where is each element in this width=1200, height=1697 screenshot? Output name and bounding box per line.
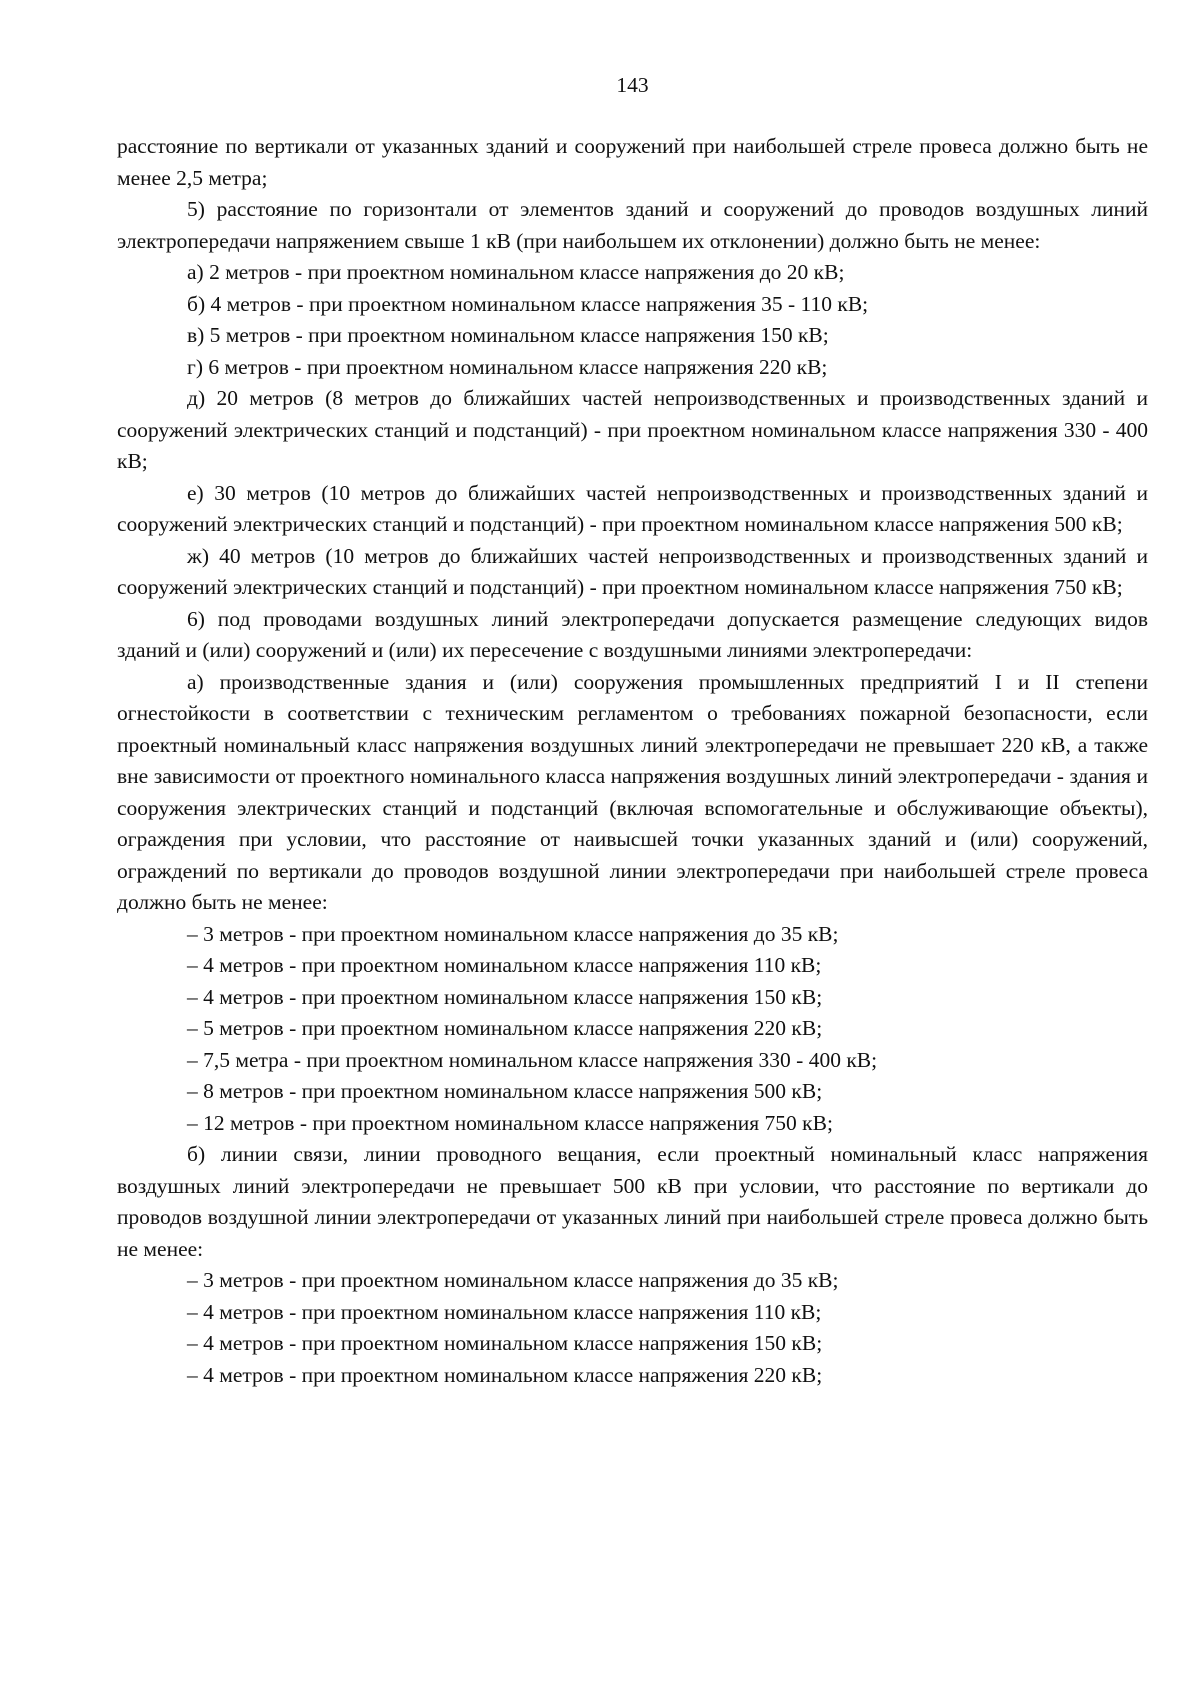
list-item-5g: г) 6 метров - при проектном номинальном классе напряжения 220 кВ; [187, 354, 828, 379]
paragraph-continuation: расстояние по вертикали от указанных зданий и сооружений при наибольшей стреле провеса должно быть не менее 2,5 метра; [117, 134, 1148, 190]
paragraph-item-6: 6) под проводами воздушных линий электропередачи допускается размещение следующих видов зданий и (или) сооружений и (или) их пересечение с воздушными линиями электропередачи: [117, 606, 1148, 662]
dash-item: – 5 метров - при проектном номинальном классе напряжения 220 кВ; [187, 1016, 823, 1040]
dash-item: – 4 метров - при проектном номинальном классе напряжения 150 кВ; [187, 1331, 823, 1355]
dash-item: – 4 метров - при проектном номинальном классе напряжения 110 кВ; [187, 1299, 822, 1324]
dash-item: – 3 метров - при проектном номинальном классе напряжения до 35 кВ; [187, 1268, 839, 1292]
list-item-5e: е) 30 метров (10 метров до ближайших частей непроизводственных и производственных зданий и сооружений электрических станций и подстанций) - при проектном номинальном классе напряжения 500 кВ; [117, 480, 1148, 536]
dash-item: – 3 метров - при проектном номинальном классе напряжения до 35 кВ; [187, 921, 839, 946]
list-item-5b: б) 4 метров - при проектном номинальном классе напряжения 35 - 110 кВ; [187, 291, 869, 316]
list-item-5zh: ж) 40 метров (10 метров до ближайших частей непроизводственных и производственных зданий и сооружений электрических станций и подстанций) - при проектном номинальном классе напряжения 750 кВ; [117, 543, 1148, 599]
list-item-5d: д) 20 метров (8 метров до ближайших частей непроизводственных и производственных зданий и сооружений электрических станций и подстанций) - при проектном номинальном классе напряжения 330 - 400 кВ; [117, 386, 1148, 473]
list-item-6a: а) производственные здания и (или) сооружения промышленных предприятий I и II степени огнестойкости в соответствии с техническим регламентом о требованиях пожарной безопасности, если проектный номинальный класс напряжения воздушных линий электропередачи не превышает 220 кВ, а также вне зависимости от проектного номинального класса напряжения воздушных линий электропередачи - здания и сооружения электрических станций и подстанций (включая вспомогательные и обслуживающие объекты), ограждения при условии, что расстояние от наивысшей точки указанных зданий и (или) сооружений, ограждений по вертикали до проводов воздушной линии электропередачи при наибольшей стреле провеса должно быть не менее: [117, 669, 1148, 914]
paragraph-item-5: 5) расстояние по горизонтали от элементов зданий и сооружений до проводов воздушных линий электропередачи напряжением свыше 1 кВ (при наибольшем их отклонении) должно быть не менее: [117, 197, 1148, 253]
page-number: 143 [616, 73, 649, 97]
dash-item: – 4 метров - при проектном номинальном классе напряжения 150 кВ; [187, 984, 823, 1009]
list-item-5a: а) 2 метров - при проектном номинальном классе напряжения до 20 кВ; [187, 260, 845, 284]
list-item-5v: в) 5 метров - при проектном номинальном классе напряжения 150 кВ; [187, 323, 829, 347]
list-item-6b: б) линии связи, линии проводного вещания, если проектный номинальный класс напряжения воздушных линий электропередачи не превышает 500 кВ при условии, что расстояние по вертикали до проводов воздушной линии электропередачи от указанных линий при наибольшей стреле провеса должно быть не менее: [117, 1142, 1148, 1261]
dash-item: – 12 метров - при проектном номинальном классе напряжения 750 кВ; [187, 1110, 833, 1135]
dash-item: – 4 метров - при проектном номинальном классе напряжения 220 кВ; [187, 1362, 823, 1387]
dash-item: – 7,5 метра - при проектном номинальном классе напряжения 330 - 400 кВ; [187, 1047, 878, 1072]
dash-item: – 8 метров - при проектном номинальном классе напряжения 500 кВ; [187, 1079, 823, 1103]
dash-item: – 4 метров - при проектном номинальном классе напряжения 110 кВ; [187, 953, 822, 977]
